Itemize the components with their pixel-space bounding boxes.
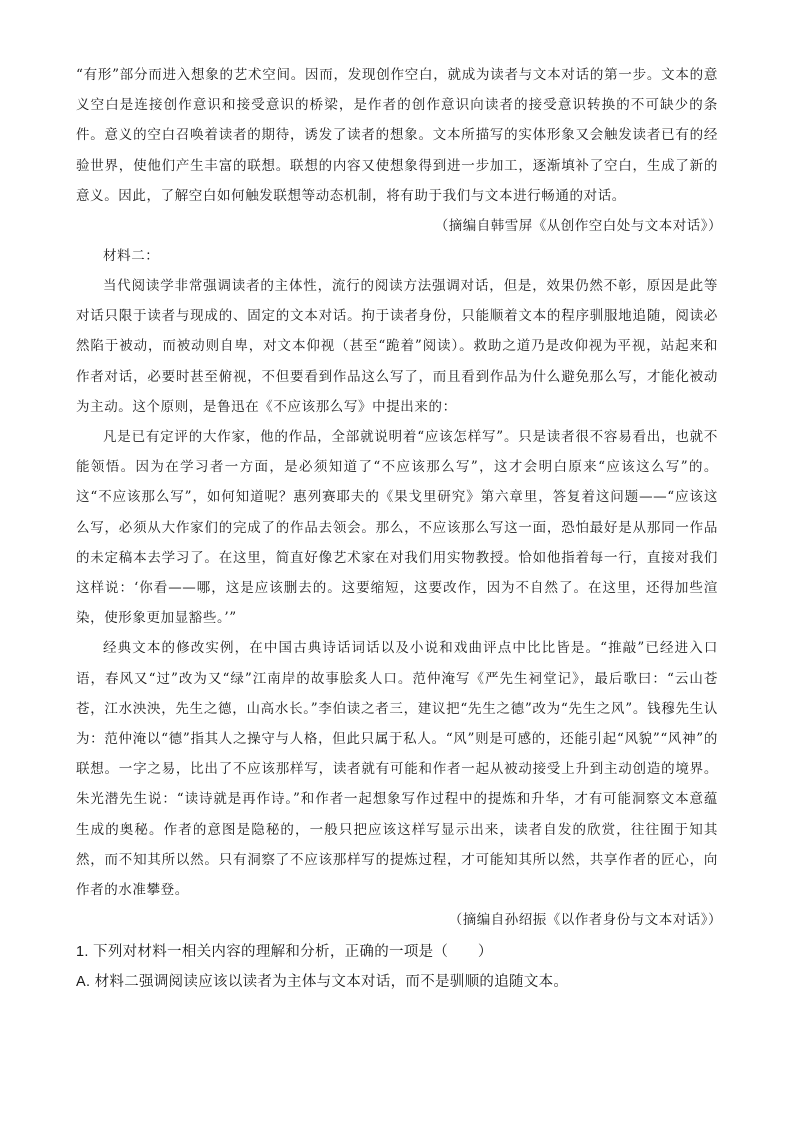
material2-paragraph-3: 经典文本的修改实例，在中国古典诗话词话以及小说和戏曲评点中比比皆是。“推敲”已经进入口语，春风又“过”改为又“绿”江南岸的故事脍炙人口。范仲淹写《严先生祠堂记》，最后歌曰：“云山苍苍，江水泱泱，先生之德，山高水长。”李伯读之者三，建议把“先生之德”改为“先生之风”。钱穆先生认为：范仲淹以“德”指其人之操守与人格，但此只属于私人。“风”则是可感的，还能引起“风貌”“风神”的联想。一字之易，比出了不应该那样写，读者就有可能和作者一起从被动接受上升到主动创造的境界。朱光潜先生说：“读诗就是再作诗。”和作者一起想象写作过程中的提炼和升华，才有可能洞察文本意蕴生成的奥秘。作者的意图是隐秘的，一般只把应该这样写显示出来，读者自发的欣赏，往往囿于知其然，而不知其所以然。只有洞察了不应该那样写的提炼过程，才可能知其所以然，共享作者的匠心，向作者的水准攀登。 bbox=[76, 640, 718, 899]
question-1-option-a: A. 材料二强调阅读应该以读者为主体与文本对话，而不是驯顺的追随文本。 bbox=[76, 974, 569, 991]
material2-quotation-paragraph: 凡是已有定评的大作家，他的作品，全部就说明着“应该怎样写”。只是读者很不容易看出，也就不能领悟。因为在学习者一方面，是必须知道了“不应该那么写”，这才会明白原来“应该这么写”的。这“不应该那么写”，如何知道呢？惠列赛耶夫的《果戈里研究》第六章里，答复着这问题——“应该这么写，必须从大作家们的完成了的作品去领会。那么，不应该那么写这一面，恐怕最好是从那同一作品的未定稿本去学习了。在这里，简直好像艺术家在对我们用实物教授。恰如他指着每一行，直接对我们这样说：‘你看——哪，这是应该删去的。这要缩短，这要改作，因为不自然了。在这里，还得加些渲染，使形象更加显豁些。’” bbox=[76, 429, 718, 627]
material1-source: （摘编自韩雪屏《从创作空白处与文本对话》） bbox=[434, 218, 722, 235]
material2-paragraph-1: 当代阅读学非常强调读者的主体性，流行的阅读方法强调对话，但是，效果仍然不彰，原因是此等对话只限于读者与现成的、固定的文本对话。拘于读者身份，只能顺着文本的程序驯服地追随，阅读必然陷于被动，而被动则自卑，对文本仰视（甚至“跪着”阅读）。救助之道乃是改仰视为平视，站起来和作者对话，必要时甚至俯视，不但要看到作品这么写了，而且看到作品为什么避免那么写，才能化被动为主动。这个原则，是鲁迅在《不应该那么写》中提出来的： bbox=[76, 278, 718, 415]
material2-heading: 材料二： bbox=[103, 248, 160, 265]
material1-closing-paragraph: “有形”部分而进入想象的艺术空间。因而，发现创作空白，就成为读者与文本对话的第一步。文本的意义空白是连接创作意识和接受意识的桥梁，是作者的创作意识向读者的接受意识转换的不可缺少的条件。意义的空白召唤着读者的期待，诱发了读者的想象。文本所描写的实体形象又会触发读者已有的经验世界，使他们产生丰富的联想。联想的内容又使想象得到进一步加工，逐渐填补了空白，生成了新的意义。因此，了解空白如何触发联想等动态机制，将有助于我们与文本进行畅通的对话。 bbox=[76, 67, 718, 204]
question-1-stem: 1. 下列对材料一相关内容的理解和分析，正确的一项是（ ） bbox=[76, 944, 493, 961]
material2-source: （摘编自孙绍振《以作者身份与文本对话》） bbox=[448, 912, 722, 929]
